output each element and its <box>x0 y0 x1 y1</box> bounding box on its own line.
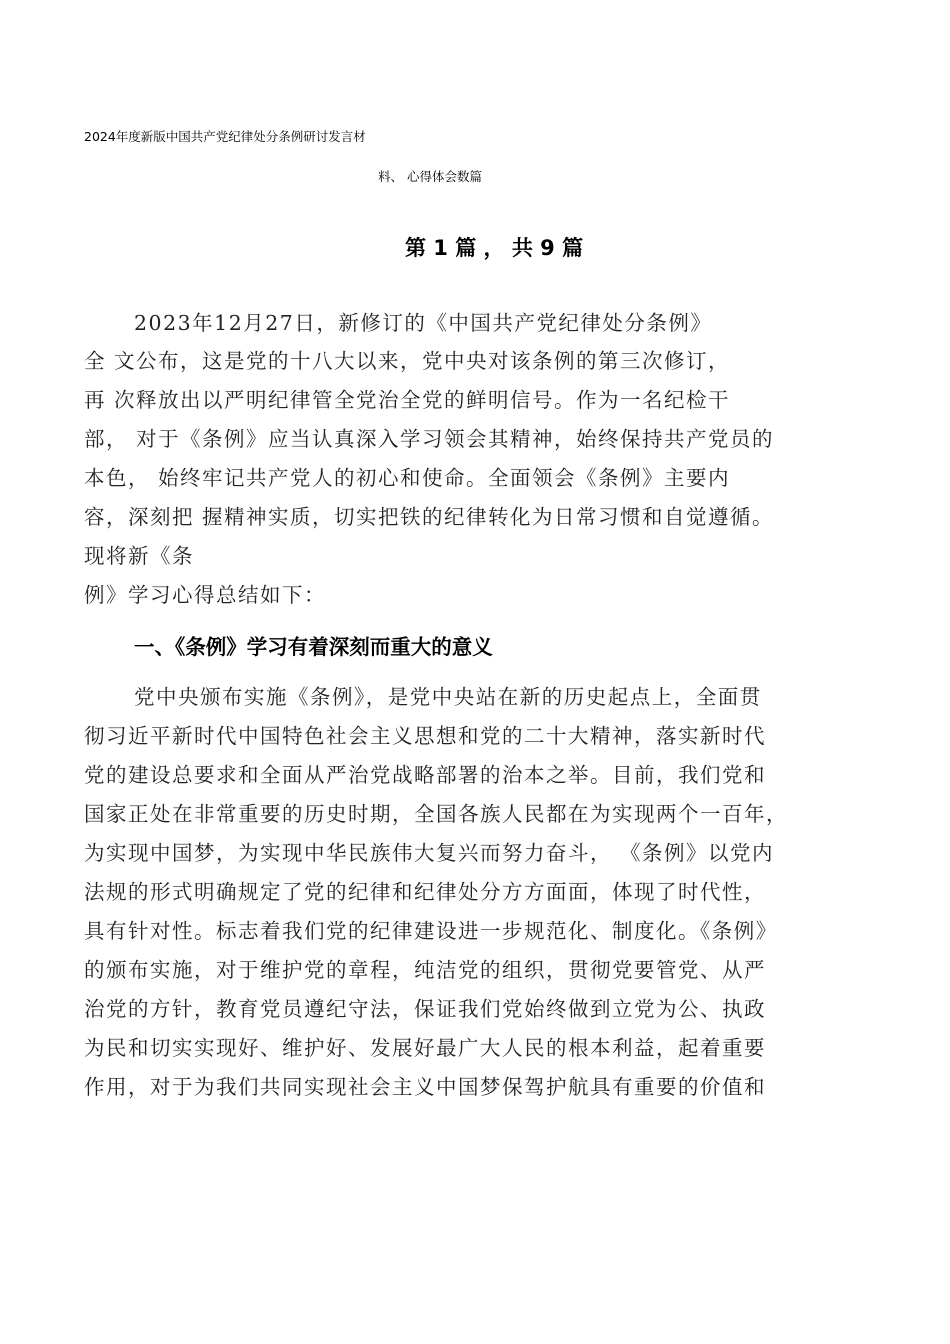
section-heading: 一、《条例》学习有着深刻而重大的意义 <box>134 635 493 659</box>
body-line: 作用，对于为我们共同实现社会主义中国梦保驾护航具有重要的价值和 <box>84 1075 766 1099</box>
part-label: 第 1 篇 ， 共 9 篇 <box>405 236 584 260</box>
intro-line: 例》学习心得总结如下： <box>84 583 326 607</box>
body-line: 为实现中国梦，为实现中华民族伟大复兴而努力奋斗， 《条例》以党内 <box>84 841 775 865</box>
body-line: 治党的方针，教育党员遵纪守法，保证我们党始终做到立党为公、执政 <box>84 997 766 1021</box>
intro-line: 部， 对于《条例》应当认真深入学习领会其精神，始终保持共产党员的 <box>84 427 775 451</box>
intro-line: 容，深刻把 握精神实质，切实把铁的纪律转化为日常习惯和自觉遵循。 <box>84 505 775 529</box>
body-line: 国家正处在非常重要的历史时期，全国各族人民都在为实现两个一百年， <box>84 802 788 826</box>
intro-line: 现将新《条 <box>84 544 194 568</box>
intro-line: 本色， 始终牢记共产党人的初心和使命。全面领会《条例》主要内 <box>84 466 731 490</box>
body-line: 具有针对性。标志着我们党的纪律建设进一步规范化、制度化。《条例》 <box>84 919 778 943</box>
document-title-line-1: 2024年度新版中国共产党纪律处分条例研讨发言材 <box>84 129 366 144</box>
document-title-line-2: 料、 心得体会数篇 <box>378 169 482 184</box>
intro-line: 2023年12月27日，新修订的《中国共产党纪律处分条例》 <box>134 311 713 335</box>
body-line: 党中央颁布实施《条例》，是党中央站在新的历史起点上，全面贯 <box>134 685 762 709</box>
body-line: 法规的形式明确规定了党的纪律和纪律处分方方面面，体现了时代性， <box>84 880 766 904</box>
body-line: 为民和切实实现好、维护好、发展好最广大人民的根本利益，起着重要 <box>84 1036 766 1060</box>
body-line: 的颁布实施，对于维护党的章程，纯洁党的组织，贯彻党要管党、从严 <box>84 958 766 982</box>
body-line: 彻习近平新时代中国特色社会主义思想和党的二十大精神，落实新时代 <box>84 724 766 748</box>
intro-line: 再 次释放出以严明纪律管全党治全党的鲜明信号。作为一名纪检干 <box>84 388 731 412</box>
intro-line: 全 文公布，这是党的十八大以来，党中央对该条例的第三次修订， <box>84 349 731 373</box>
body-line: 党的建设总要求和全面从严治党战略部署的治本之举。目前，我们党和 <box>84 763 766 787</box>
